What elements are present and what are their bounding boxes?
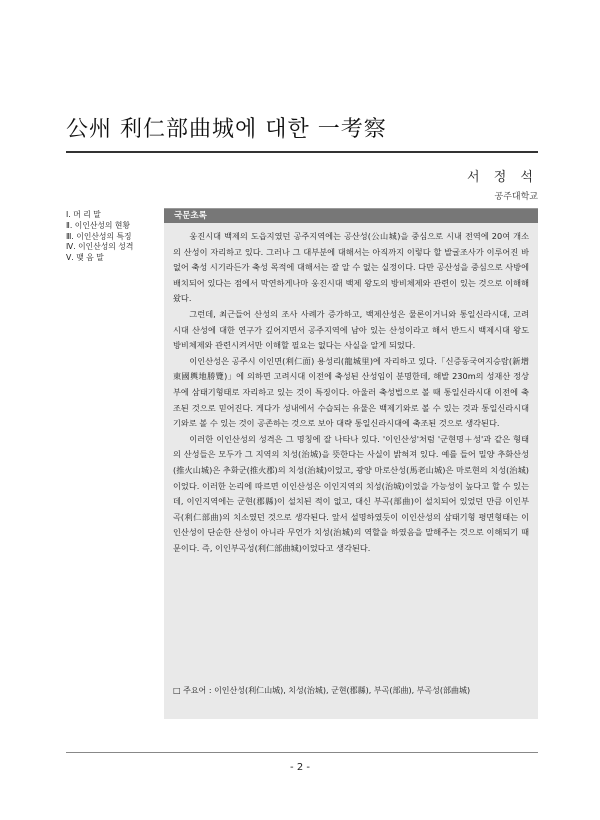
abstract-heading: 국문초록 — [164, 209, 538, 223]
abstract-paragraph: 이러한 이인산성의 성격은 그 명칭에 잘 나타나 있다. '이인산성'처럼 '군현명＋성'과 같은 형태의 산성들은 모두가 그 지역의 치성(治城)을 뜻한다는 사실이 밝혀져 있다. 예를 들어 밀양 추화산성(推火山城)은 추화군(推火郡)의 치성(治城)이었고, 광양 마로산성(馬老山城)은 마로현의 치성(治城) 이었다. 이러한 논리에 따르면 이인산성은 이인지역의 치성(治城)이었을 가능성이 높다고 할 수 있는데, 이인지역에는 군현(郡縣)이 설치된 적이 없고, 대신 부곡(部曲)이 설치되어 있었던 만큼 이인부곡(利仁部曲)의 치소였던 것으로 생각된다. 앞서 설명하였듯이 이인산성의 삼태기형 평면형태는 이인산성이 단순한 산성이 아니라 무언가 치성(治城)의 역할을 하였음을 말해주는 것으로 이해되기 때문이다. 즉, 이인부곡성(利仁部曲城)이었다고 생각된다. — [173, 433, 529, 553]
toc-item: Ⅱ. 이인산성의 현황 — [66, 220, 130, 230]
author-affiliation: 공주대학교 — [494, 192, 538, 202]
abstract-body — [164, 223, 538, 556]
page-number: - 2 - — [290, 762, 310, 773]
paper-title: 公州 利仁部曲城에 대한 一考察 — [66, 117, 387, 142]
table-of-contents — [66, 210, 164, 264]
toc-item: Ⅰ. 머 리 말 — [66, 210, 101, 219]
toc-item: Ⅳ. 이인산성의 성격 — [66, 242, 134, 252]
toc-item: Ⅲ. 이인산성의 특징 — [66, 231, 132, 241]
toc-item: Ⅴ. 맺 음 말 — [66, 253, 104, 263]
abstract-paragraph: 웅진시대 백제의 도읍지였던 공주지역에는 공산성(公山城)을 중심으로 시내 전역에 20여 개소의 산성이 자리하고 있다. 그러나 그 대부분에 대해서는 아직까지 이렇다 할 발굴조사가 이루어진 바 없어 축성 시기라든가 축성 목적에 대해서는 잘 알 수 없는 실정이다. 다만 공산성을 중심으로 사방에 배치되어 있다는 점에서 막연하게나마 웅진시대 백제 왕도의 방비체제와 관련이 있는 것으로 이해해 왔다. — [173, 231, 529, 304]
footer-divider — [66, 752, 538, 753]
abstract-box — [164, 208, 538, 719]
abstract-paragraph: 이인산성은 공주시 이인면(利仁面) 용성리(龍城里)에 자리하고 있다.「신증동국여지승람(新增東國輿地勝覽)」에 의하면 고려시대 이전에 축성된 산성임이 분명한데, 해발 230m의 성재산 정상부에 삼태기형태로 자리하고 있는 것이 특징이다. 아울러 축성법으로 볼 때 통일신라시대 이전에 축조된 것으로 믿어진다. 게다가 성내에서 수습되는 유물은 백제기와로 볼 수 있는 것과 통일신라시대 기와로 볼 수 있는 것이 공존하는 것으로 보아 대략 통일신라시대에 축조된 것으로 생각된다. — [173, 355, 529, 429]
title-divider — [66, 151, 538, 153]
keywords: □ 주요어 : 이인산성(利仁山城), 치성(治城), 군현(郡縣), 부곡(部曲), 부곡성(部曲城) — [173, 686, 471, 695]
abstract-paragraph: 그런데, 최근들어 산성의 조사 사례가 증가하고, 백제산성은 물론이거니와 통일신라시대, 고려시대 산성에 대한 연구가 깊어지면서 공주지역에 남아 있는 산성이라고 해서 반드시 백제시대 왕도 방비체제와 관련시켜서만 이해할 필요는 없다는 사실을 알게 되었다. — [173, 308, 529, 351]
author-block — [467, 166, 538, 202]
author-name: 서 정 석 — [467, 170, 538, 185]
